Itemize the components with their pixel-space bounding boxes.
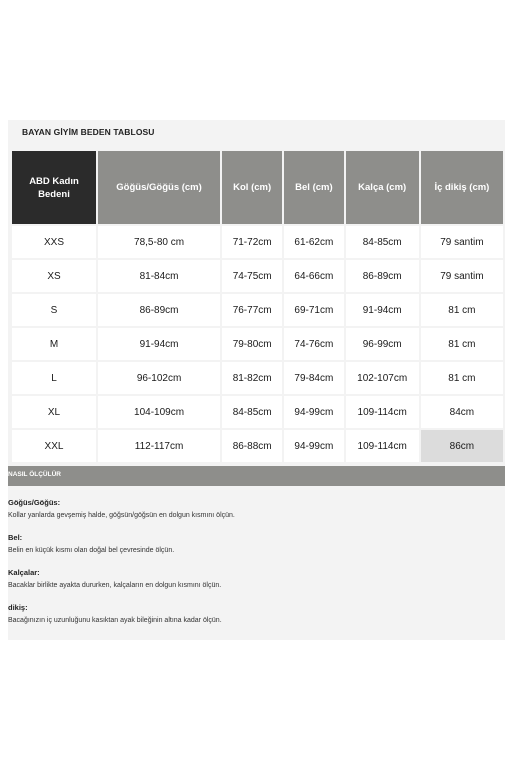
table-row (12, 396, 503, 428)
note-heading-chest: Göğüs/Göğüs: (8, 498, 61, 507)
table-row (12, 226, 503, 258)
inseam-cell: 84cm (421, 396, 503, 428)
size-chart-sheet (8, 120, 505, 640)
chest-cell: 91-94cm (98, 328, 220, 360)
sleeve-cell: 84-85cm (222, 396, 282, 428)
waist-cell: 69-71cm (284, 294, 343, 326)
hip-cell: 84-85cm (346, 226, 419, 258)
header-sleeve: Kol (cm) (222, 151, 282, 224)
waist-cell: 61-62cm (284, 226, 343, 258)
size-cell: XS (12, 260, 96, 292)
inseam-cell: 81 cm (421, 328, 503, 360)
waist-cell: 94-99cm (284, 430, 343, 462)
note-heading-hips: Kalçalar: (8, 568, 40, 577)
chest-cell: 78,5-80 cm (98, 226, 220, 258)
note-text-chest: Kollar yanlarda gevşemiş halde, göğsün/göğsün en dolgun kısmını ölçün. (8, 512, 235, 519)
note-heading-inseam: dikiş: (8, 603, 28, 612)
table-row (12, 294, 503, 326)
chest-cell: 81-84cm (98, 260, 220, 292)
how-to-measure-label: NASIL ÖLÇÜLÜR (8, 471, 61, 478)
inseam-cell-highlighted: 86cm (421, 430, 503, 462)
sleeve-cell: 79-80cm (222, 328, 282, 360)
header-inseam: İç dikiş (cm) (421, 151, 503, 224)
waist-cell: 94-99cm (284, 396, 343, 428)
sleeve-cell: 86-88cm (222, 430, 282, 462)
hip-cell: 109-114cm (346, 430, 419, 462)
inseam-cell: 81 cm (421, 294, 503, 326)
size-cell: M (12, 328, 96, 360)
chart-title: BAYAN GİYİM BEDEN TABLOSU (22, 127, 155, 137)
chest-cell: 86-89cm (98, 294, 220, 326)
waist-cell: 64-66cm (284, 260, 343, 292)
note-text-inseam: Bacağınızın iç uzunluğunu kasıktan ayak bileğinin altına kadar ölçün. (8, 617, 222, 624)
size-cell: XXS (12, 226, 96, 258)
waist-cell: 74-76cm (284, 328, 343, 360)
table-row (12, 260, 503, 292)
sleeve-cell: 74-75cm (222, 260, 282, 292)
size-cell: XL (12, 396, 96, 428)
inseam-cell: 79 santim (421, 260, 503, 292)
sleeve-cell: 71-72cm (222, 226, 282, 258)
inseam-cell: 79 santim (421, 226, 503, 258)
hip-cell: 91-94cm (346, 294, 419, 326)
note-heading-waist: Bel: (8, 533, 23, 542)
header-us-size: ABD Kadın Bedeni (12, 151, 96, 224)
note-text-hips: Bacaklar birlikte ayakta dururken, kalçaların en dolgun kısmını ölçün. (8, 582, 222, 589)
table-row (12, 328, 503, 360)
inseam-cell: 81 cm (421, 362, 503, 394)
sleeve-cell: 76-77cm (222, 294, 282, 326)
measurement-notes (8, 492, 498, 624)
table-row (12, 362, 503, 394)
header-row (12, 151, 503, 224)
hip-cell: 86-89cm (346, 260, 419, 292)
chest-cell: 96-102cm (98, 362, 220, 394)
sleeve-cell: 81-82cm (222, 362, 282, 394)
size-cell: L (12, 362, 96, 394)
header-hip: Kalça (cm) (346, 151, 419, 224)
hip-cell: 96-99cm (346, 328, 419, 360)
hip-cell: 109-114cm (346, 396, 419, 428)
chest-cell: 112-117cm (98, 430, 220, 462)
header-waist: Bel (cm) (284, 151, 343, 224)
table-row (12, 430, 503, 462)
size-cell: XXL (12, 430, 96, 462)
note-text-waist: Belin en küçük kısmı olan doğal bel çevresinde ölçün. (8, 547, 175, 554)
how-to-measure-band (8, 466, 505, 486)
size-cell: S (12, 294, 96, 326)
chest-cell: 104-109cm (98, 396, 220, 428)
waist-cell: 79-84cm (284, 362, 343, 394)
header-chest: Göğüs/Göğüs (cm) (98, 151, 220, 224)
size-table (10, 149, 505, 464)
hip-cell: 102-107cm (346, 362, 419, 394)
